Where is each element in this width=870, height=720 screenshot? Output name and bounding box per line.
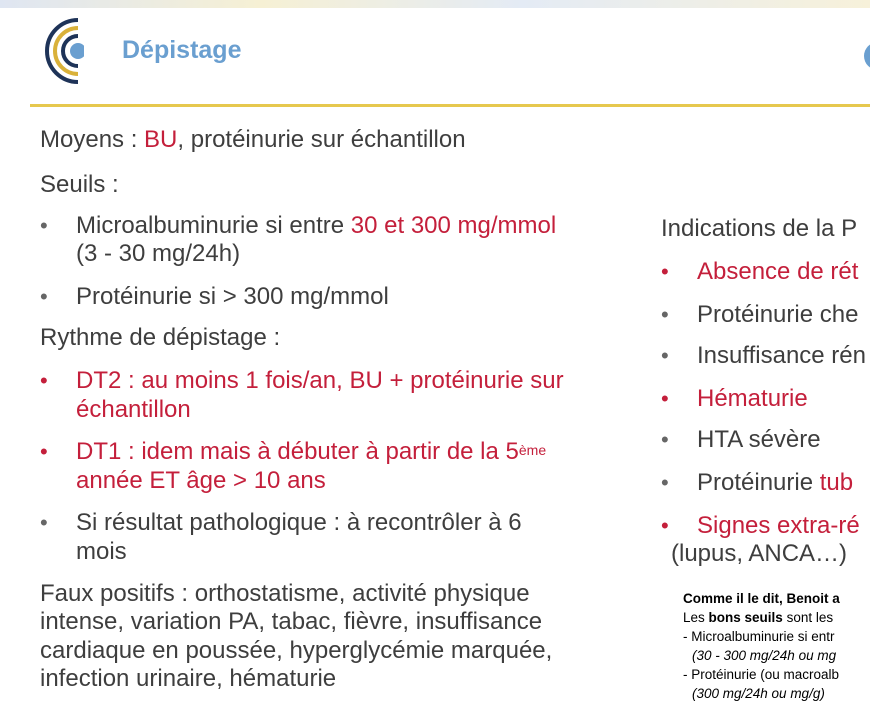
rythme-item-2-line2: année ET âge > 10 ans bbox=[76, 467, 326, 494]
note-line-6-italic: (300 mg/24h ou mg/g) bbox=[692, 686, 825, 701]
bullet-icon: • bbox=[40, 510, 48, 535]
moyens-line bbox=[40, 126, 466, 154]
rythme-item-3: Si résultat pathologique : à recontrôler à 6 bbox=[76, 509, 522, 536]
bullet-icon: • bbox=[661, 302, 669, 327]
title-divider bbox=[30, 104, 870, 107]
rythme-item-3-line2: mois bbox=[76, 538, 127, 565]
seuils-label: Seuils : bbox=[40, 171, 119, 198]
indication-item-6-highlight: tub bbox=[819, 469, 854, 496]
rythme-item-2-sup: ème bbox=[518, 442, 547, 458]
rythme-label: Rythme de dépistage : bbox=[40, 324, 281, 351]
note-line-3: - Microalbuminurie si entr bbox=[683, 629, 835, 644]
bullet-icon: • bbox=[661, 343, 669, 368]
seuil-item-2: Protéinurie si > 300 mg/mmol bbox=[76, 283, 389, 310]
logo-partial-circle-icon bbox=[864, 42, 870, 70]
rythme-item-1-line2: échantillon bbox=[76, 396, 191, 423]
note-line-5: - Protéinurie (ou macroalb bbox=[683, 667, 840, 682]
seuil-item-1 bbox=[76, 212, 556, 240]
slide-title: Dépistage bbox=[122, 36, 242, 64]
rythme-item-2 bbox=[76, 438, 546, 466]
indication-item-7-line2: (lupus, ANCA…) bbox=[671, 540, 848, 567]
indication-item-4: Hématurie bbox=[697, 385, 808, 412]
bullet-icon: • bbox=[40, 213, 48, 238]
seuil-item-1-highlight: 30 et 300 mg/mmol bbox=[350, 212, 557, 239]
moyens-highlight: BU bbox=[144, 126, 178, 153]
indication-item-6 bbox=[697, 469, 853, 497]
seuil-item-1-line2: (3 - 30 mg/24h) bbox=[76, 240, 241, 267]
note-line-2-bold: bons seuils bbox=[708, 610, 783, 625]
indication-item-3: Insuffisance rén bbox=[697, 342, 866, 369]
bullet-icon: • bbox=[40, 284, 48, 309]
indication-item-5: HTA sévère bbox=[697, 426, 821, 453]
indication-item-2: Protéinurie che bbox=[697, 301, 859, 328]
bullet-icon: • bbox=[661, 259, 669, 284]
indication-item-1: Absence de rét bbox=[697, 258, 859, 285]
rythme-item-2-text: DT1 : idem mais à débuter à partir de la 5 bbox=[76, 438, 519, 465]
bullet-icon: • bbox=[40, 439, 48, 464]
note-line-6 bbox=[692, 685, 825, 702]
note-line-4 bbox=[692, 647, 836, 664]
bullet-icon: • bbox=[661, 470, 669, 495]
note-line-2-suffix: sont les bbox=[782, 610, 834, 625]
note-line-2 bbox=[683, 609, 833, 626]
indications-label: Indications de la P bbox=[661, 215, 858, 242]
note-line-4-italic: (30 - 300 mg/24h ou mg bbox=[692, 648, 837, 663]
faux-positifs-line-3: cardiaque en poussée, hyperglycémie marquée, bbox=[40, 637, 553, 664]
indication-item-7: Signes extra-ré bbox=[697, 512, 860, 539]
indication-item-6-prefix: Protéinurie bbox=[697, 469, 820, 496]
moyens-label: Moyens : bbox=[40, 126, 145, 153]
faux-positifs-line-2: intense, variation PA, tabac, fièvre, insuffisance bbox=[40, 608, 543, 635]
bullet-icon: • bbox=[661, 513, 669, 538]
moyens-rest: , protéinurie sur échantillon bbox=[177, 126, 466, 153]
rythme-item-1: DT2 : au moins 1 fois/an, BU + protéinurie sur bbox=[76, 367, 564, 394]
bullet-icon: • bbox=[661, 427, 669, 452]
bullet-icon: • bbox=[40, 368, 48, 393]
seuil-item-1-prefix: Microalbuminurie si entre bbox=[76, 212, 351, 239]
note-line-2-prefix: Les bbox=[683, 610, 709, 625]
bullet-icon: • bbox=[661, 386, 669, 411]
faux-positifs-line-1: Faux positifs : orthostatisme, activité physique bbox=[40, 580, 530, 607]
note-line-1: Comme il le dit, Benoit a bbox=[683, 591, 840, 606]
faux-positifs-line-4: infection urinaire, hématurie bbox=[40, 665, 337, 692]
logo-icon bbox=[38, 16, 84, 86]
